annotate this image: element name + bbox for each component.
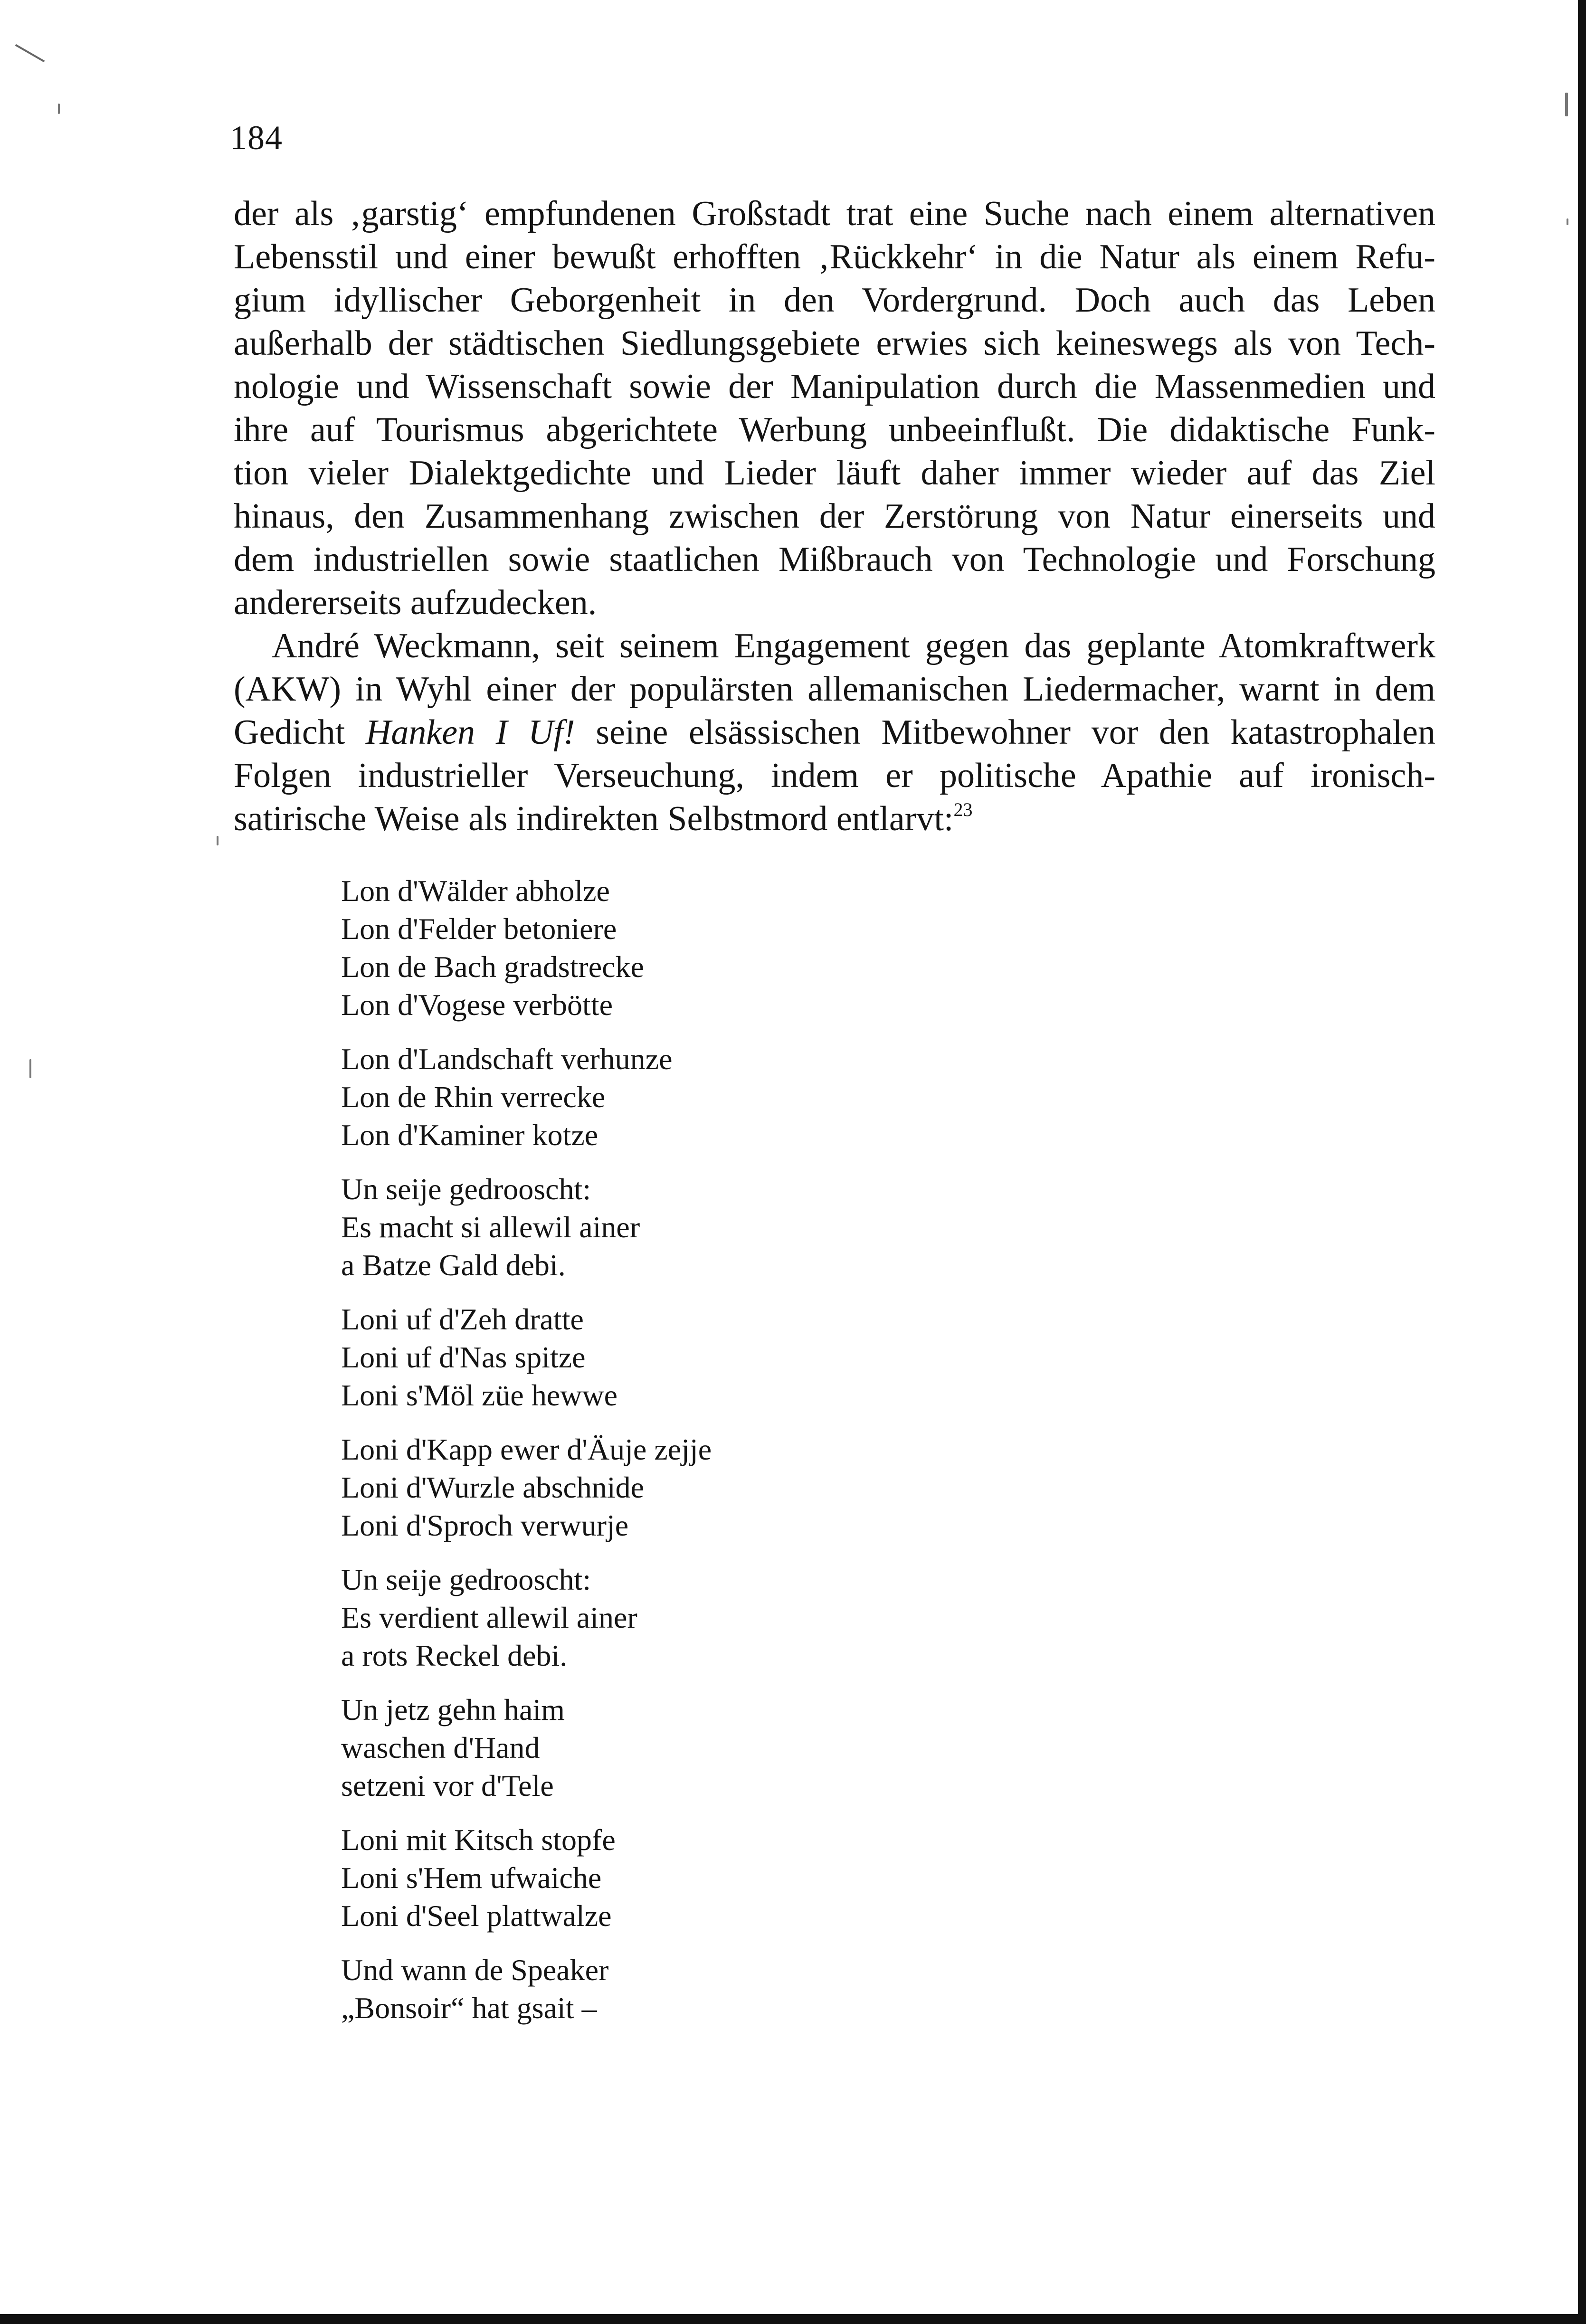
- text-line: der als ‚garstig‘ empfundenen Großstadt trat eine Suche nach einem alternativen: [234, 194, 1435, 233]
- text-run: seine elsässischen Mitbewohner vor den katastrophalen: [575, 713, 1435, 752]
- verse-line: „Bonsoir“ hat gsait –: [341, 1991, 597, 2025]
- verse-line: a Batze Gald debi.: [341, 1248, 566, 1282]
- stanza: [341, 1431, 712, 1545]
- scan-speck: [1567, 218, 1568, 225]
- verse-line: Es verdient allewil ainer: [341, 1601, 637, 1634]
- page-number: 184: [230, 119, 283, 157]
- verse-line: Loni s'Hem ufwaiche: [341, 1861, 602, 1895]
- verse-line: Lon d'Kaminer kotze: [341, 1118, 598, 1152]
- verse-line: waschen d'Hand: [341, 1731, 540, 1764]
- verse-line: Lon d'Felder betoniere: [341, 912, 617, 946]
- paragraph: [234, 625, 1435, 841]
- text-line: (AKW) in Wyhl einer der populärsten allemanischen Liedermacher, warnt in dem: [234, 670, 1435, 709]
- stanza: [341, 1040, 712, 1154]
- text-line: nologie und Wissenschaft sowie der Manipulation durch die Massenmedien und: [234, 367, 1435, 406]
- verse-line: Und wann de Speaker: [341, 1953, 609, 1987]
- scan-mark: [15, 44, 45, 62]
- stanza: [341, 1561, 712, 1675]
- text-line: andererseits aufzudecken.: [234, 583, 597, 622]
- text-line: [234, 711, 1435, 754]
- verse-line: Es macht si allewil ainer: [341, 1210, 640, 1244]
- text-line: hinaus, den Zusammenhang zwischen der Zerstörung von Natur einerseits und: [234, 497, 1435, 536]
- verse-line: Loni d'Sproch verwurje: [341, 1508, 629, 1542]
- verse-line: Loni d'Wurzle abschnide: [341, 1470, 645, 1504]
- footnote-reference: 23: [953, 799, 973, 820]
- verse-line: Loni uf d'Zeh dratte: [341, 1302, 584, 1336]
- verse-line: Lon d'Wälder abholze: [341, 874, 610, 908]
- verse-line: Loni uf d'Nas spitze: [341, 1340, 586, 1374]
- verse-line: a rots Reckel debi.: [341, 1639, 568, 1672]
- stanza: [341, 872, 712, 1024]
- scan-speck: [1565, 93, 1568, 116]
- body-text: [234, 192, 1435, 841]
- text-run: satirische Weise als indirekten Selbstmord entlarvt:: [234, 799, 954, 838]
- paragraph: [234, 192, 1435, 625]
- stanza: [341, 1951, 712, 2027]
- verse-line: Lon de Bach gradstrecke: [341, 950, 644, 984]
- scan-speck: [217, 836, 218, 845]
- stanza: [341, 1170, 712, 1284]
- verse-line: Lon d'Vogese verbötte: [341, 988, 613, 1022]
- text-run: Gedicht: [234, 713, 366, 752]
- scan-border-bottom: [0, 2314, 1586, 2324]
- text-line: [234, 797, 1435, 841]
- scan-border-right: [1578, 0, 1586, 2324]
- verse-line: Un jetz gehn haim: [341, 1693, 565, 1726]
- text-line: gium idyllischer Geborgenheit in den Vordergrund. Doch auch das Leben: [234, 281, 1435, 320]
- scan-speck: [29, 1059, 31, 1078]
- text-line: Folgen industrieller Verseuchung, indem er politische Apathie auf ironisch-: [234, 756, 1435, 795]
- stanza: [341, 1821, 712, 1935]
- verse-line: Loni d'Seel plattwalze: [341, 1899, 612, 1933]
- verse-line: Loni d'Kapp ewer d'Äuje zejje: [341, 1432, 712, 1466]
- verse-line: Lon de Rhin verrecke: [341, 1080, 606, 1114]
- poem-title: Hanken I Uf!: [365, 713, 575, 752]
- stanza: [341, 1300, 712, 1414]
- text-line: außerhalb der städtischen Siedlungsgebiete erwies sich keineswegs als von Tech-: [234, 324, 1435, 363]
- verse-line: setzeni vor d'Tele: [341, 1769, 554, 1802]
- verse-line: Un seije gedrooscht:: [341, 1172, 591, 1206]
- poem: [341, 872, 712, 2043]
- text-line: dem industriellen sowie staatlichen Mißbrauch von Technologie und Forschung: [234, 540, 1435, 579]
- text-line: Lebensstil und einer bewußt erhofften ‚Rückkehr‘ in die Natur als einem Refu-: [234, 237, 1435, 276]
- stanza: [341, 1691, 712, 1805]
- verse-line: Loni s'Möl züe hewwe: [341, 1378, 618, 1412]
- text-line: André Weckmann, seit seinem Engagement gegen das geplante Atomkraftwerk: [272, 626, 1435, 665]
- text-line: ihre auf Tourismus abgerichtete Werbung unbeeinflußt. Die didaktische Funk-: [234, 410, 1435, 449]
- text-line: tion vieler Dialektgedichte und Lieder läuft daher immer wieder auf das Ziel: [234, 454, 1435, 493]
- verse-line: Loni mit Kitsch stopfe: [341, 1823, 616, 1857]
- scan-speck: [58, 104, 60, 114]
- verse-line: Lon d'Landschaft verhunze: [341, 1042, 673, 1076]
- verse-line: Un seije gedrooscht:: [341, 1563, 591, 1596]
